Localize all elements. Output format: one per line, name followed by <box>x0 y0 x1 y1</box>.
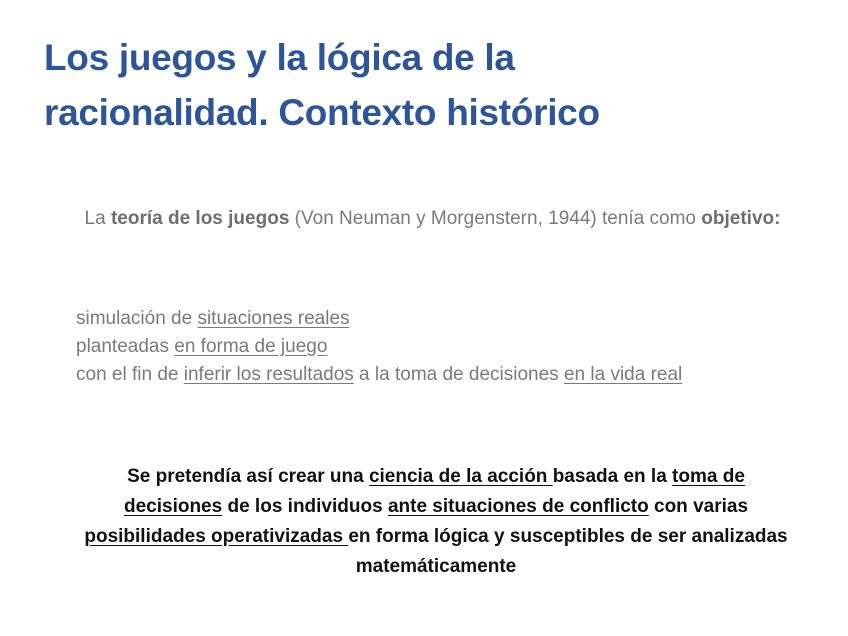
conclusion-text-3: de los individuos <box>222 496 388 517</box>
list-item-underlined: en forma de juego <box>174 336 328 357</box>
list-item <box>76 305 776 333</box>
list-item <box>76 361 776 388</box>
list-item-underlined: inferir los resultados <box>183 364 354 385</box>
list-item-text: con el fin de <box>76 364 184 385</box>
objectives-list <box>76 305 776 388</box>
conclusion-text-5: en forma lógica y susceptibles de ser analizadas matemáticamente <box>348 526 788 577</box>
list-item-text: simulación de <box>76 308 198 329</box>
intro-paragraph <box>60 205 805 233</box>
conclusion-underlined-1: ciencia de la acción <box>368 466 553 487</box>
conclusion-paragraph <box>76 462 796 582</box>
title-line-1: Los juegos y la lógica de la <box>44 37 515 78</box>
slide-title <box>44 30 824 140</box>
intro-text-1: La <box>84 208 111 229</box>
conclusion-text-4: con varias <box>648 496 749 517</box>
list-item-text: planteadas <box>76 336 175 357</box>
list-item <box>76 333 776 361</box>
conclusion-underlined-3: ante situaciones de conflicto <box>387 496 649 517</box>
conclusion-text-2: basada en la <box>552 466 673 487</box>
intro-bold-objective: objetivo: <box>701 208 781 229</box>
intro-text-2: (Von Neuman y Morgenstern, 1944) tenía como <box>289 208 702 229</box>
intro-bold-theory: teoría de los juegos <box>110 208 290 229</box>
list-item-underlined-2: en la vida real <box>563 364 683 385</box>
conclusion-underlined-2: toma de decisiones <box>123 466 745 517</box>
list-item-underlined: situaciones reales <box>197 308 350 329</box>
title-line-2: racionalidad. Contexto histórico <box>44 92 600 133</box>
conclusion-underlined-4: posibilidades operativizadas <box>84 526 349 547</box>
list-item-text-mid: a la toma de decisiones <box>353 364 564 385</box>
conclusion-text-1: Se pretendía así crear una <box>127 466 369 487</box>
